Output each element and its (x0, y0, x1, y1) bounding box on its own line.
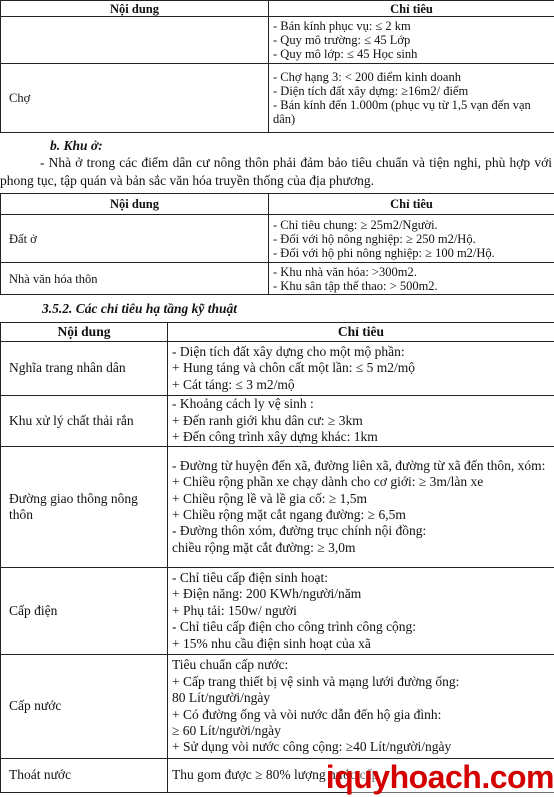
row-criteria (168, 396, 554, 447)
criteria-line: - Bán kính đến 1.000m (phục vụ từ 1,5 vạn đến vạn dân) (273, 98, 531, 126)
header-criteria: Chỉ tiêu (269, 1, 554, 17)
row-criteria (168, 447, 554, 568)
criteria-line: + Chiều rộng mặt cắt ngang đường: ≥ 6,5m (172, 507, 406, 522)
header-content: Nội dung (1, 1, 269, 17)
row-criteria (269, 263, 554, 295)
criteria-line: + Chiều rộng phần xe chạy dành cho cơ giới: ≥ 3m/làn xe (172, 474, 484, 490)
criteria-line: + Chiều rộng lề và lề gia cố: ≥ 1,5m (172, 490, 367, 506)
criteria-line: - Diện tích đất xây dựng cho một mộ phần: (172, 343, 405, 359)
criteria-line: + Phụ tải: 150w/ người (172, 602, 297, 618)
header-content: Nội dung (1, 194, 269, 215)
section-heading-infrastructure: 3.5.2. Các chỉ tiêu hạ tầng kỹ thuật (42, 301, 238, 316)
table-row (1, 17, 554, 64)
criteria-line: - Đường từ huyện đến xã, đường liên xã, đường từ xã đến thôn, xóm: (172, 457, 546, 473)
table-header-row (1, 194, 554, 215)
criteria-line: 80 Lít/người/ngày (172, 690, 271, 706)
criteria-line: - Chợ hạng 3: < 200 điểm kinh doanh (273, 70, 461, 84)
criteria-line: - Đối với hộ phi nông nghiệp: ≥ 100 m2/Hộ. (273, 245, 495, 260)
table-row (1, 342, 554, 396)
row-label: Khu xử lý chất thải rắn (1, 396, 168, 447)
criteria-line: + Điện năng: 200 KWh/người/năm (172, 586, 362, 602)
criteria-line: + Hung táng và chôn cất một lần: ≤ 5 m2/mộ (172, 360, 415, 376)
criteria-line: + Có đường ống và vòi nước dẫn đến hộ gia đình: (172, 706, 442, 722)
criteria-line: - Quy mô lớp: ≤ 45 Học sinh (273, 47, 418, 61)
table-row (1, 64, 554, 133)
table-row (1, 263, 554, 295)
table-row (1, 655, 554, 759)
watermark (325, 759, 554, 797)
section-paragraph: - Nhà ở trong các điểm dân cư nông thôn phải đảm bảo tiêu chuẩn và tiện nghi, phù hợp với phong tục, tập quán và bản sắc văn hóa truyền thống của địa phương. (0, 155, 552, 188)
criteria-line: - Đường thôn xóm, đường trục chính nội đồng: (172, 523, 427, 539)
row-label: Thoát nước (1, 759, 168, 793)
table-row (1, 396, 554, 447)
criteria-line: + Cấp trang thiết bị vệ sinh và mạng lưới đường ống: (172, 673, 460, 689)
criteria-line: - Khoảng cách ly vệ sinh : (172, 396, 314, 412)
row-criteria (269, 64, 554, 133)
row-criteria (269, 215, 554, 263)
criteria-line: Tiêu chuẩn cấp nước: (172, 657, 289, 673)
header-criteria: Chỉ tiêu (269, 194, 554, 215)
criteria-line: - Khu nhà văn hóa: >300m2. (273, 264, 417, 279)
criteria-line: Thu gom được ≥ 80% lượng nước cấp (172, 767, 379, 783)
table-infrastructure (0, 322, 554, 793)
criteria-line: chiều rộng mặt cắt đường: ≥ 3,0m (172, 539, 356, 555)
table-facilities-1 (0, 0, 554, 133)
row-label (1, 17, 269, 64)
row-criteria (168, 342, 554, 396)
row-criteria (168, 655, 554, 759)
criteria-line: - Chỉ tiêu chung: ≥ 25m2/Người. (273, 217, 438, 232)
row-label: Cấp nước (1, 655, 168, 759)
criteria-line: - Khu sân tập thể thao: > 500m2. (273, 278, 438, 293)
row-label: Nhà văn hóa thôn (1, 263, 269, 295)
criteria-line: - Chỉ tiêu cấp điện cho công trình công cộng: (172, 619, 417, 635)
table-row (1, 568, 554, 655)
header-content: Nội dung (1, 323, 168, 342)
row-label: Cấp điện (1, 568, 168, 655)
row-criteria (269, 17, 554, 64)
criteria-line: - Đối với hộ nông nghiệp: ≥ 250 m2/Hộ. (273, 231, 476, 246)
criteria-line: - Quy mô trường: ≤ 45 Lớp (273, 33, 411, 47)
table-row (1, 215, 554, 263)
table-row (1, 447, 554, 568)
criteria-line: + Đến công trình xây dựng khác: 1km (172, 429, 378, 445)
header-criteria: Chỉ tiêu (168, 323, 554, 342)
row-label: Đất ở (1, 215, 269, 263)
section-heading-residential: b. Khu ở: (50, 138, 103, 153)
table-header-row (1, 1, 554, 17)
criteria-line: + Sử dụng vòi nước công cộng: ≥40 Lít/người/ngày (172, 739, 452, 755)
table-header-row (1, 323, 554, 342)
watermark-text: iquyhoach.com (325, 759, 554, 795)
row-label: Nghĩa trang nhân dân (1, 342, 168, 396)
table-residential (0, 193, 554, 295)
criteria-line: + Cát táng: ≤ 3 m2/mộ (172, 376, 295, 392)
row-criteria (168, 568, 554, 655)
criteria-line: - Diện tích đất xây dựng: ≥16m2/ điểm (273, 84, 469, 98)
criteria-line: - Chỉ tiêu cấp điện sinh hoạt: (172, 569, 328, 585)
row-label: Đường giao thông nông thôn (1, 447, 168, 568)
criteria-line: ≥ 60 Lít/người/ngày (172, 722, 281, 738)
criteria-line: + Đến ranh giới khu dân cư: ≥ 3km (172, 412, 363, 428)
row-label: Chợ (1, 64, 269, 133)
criteria-line: + 15% nhu cầu điện sinh hoạt của xã (172, 635, 371, 651)
criteria-line: - Bán kính phục vụ: ≤ 2 km (273, 19, 411, 33)
